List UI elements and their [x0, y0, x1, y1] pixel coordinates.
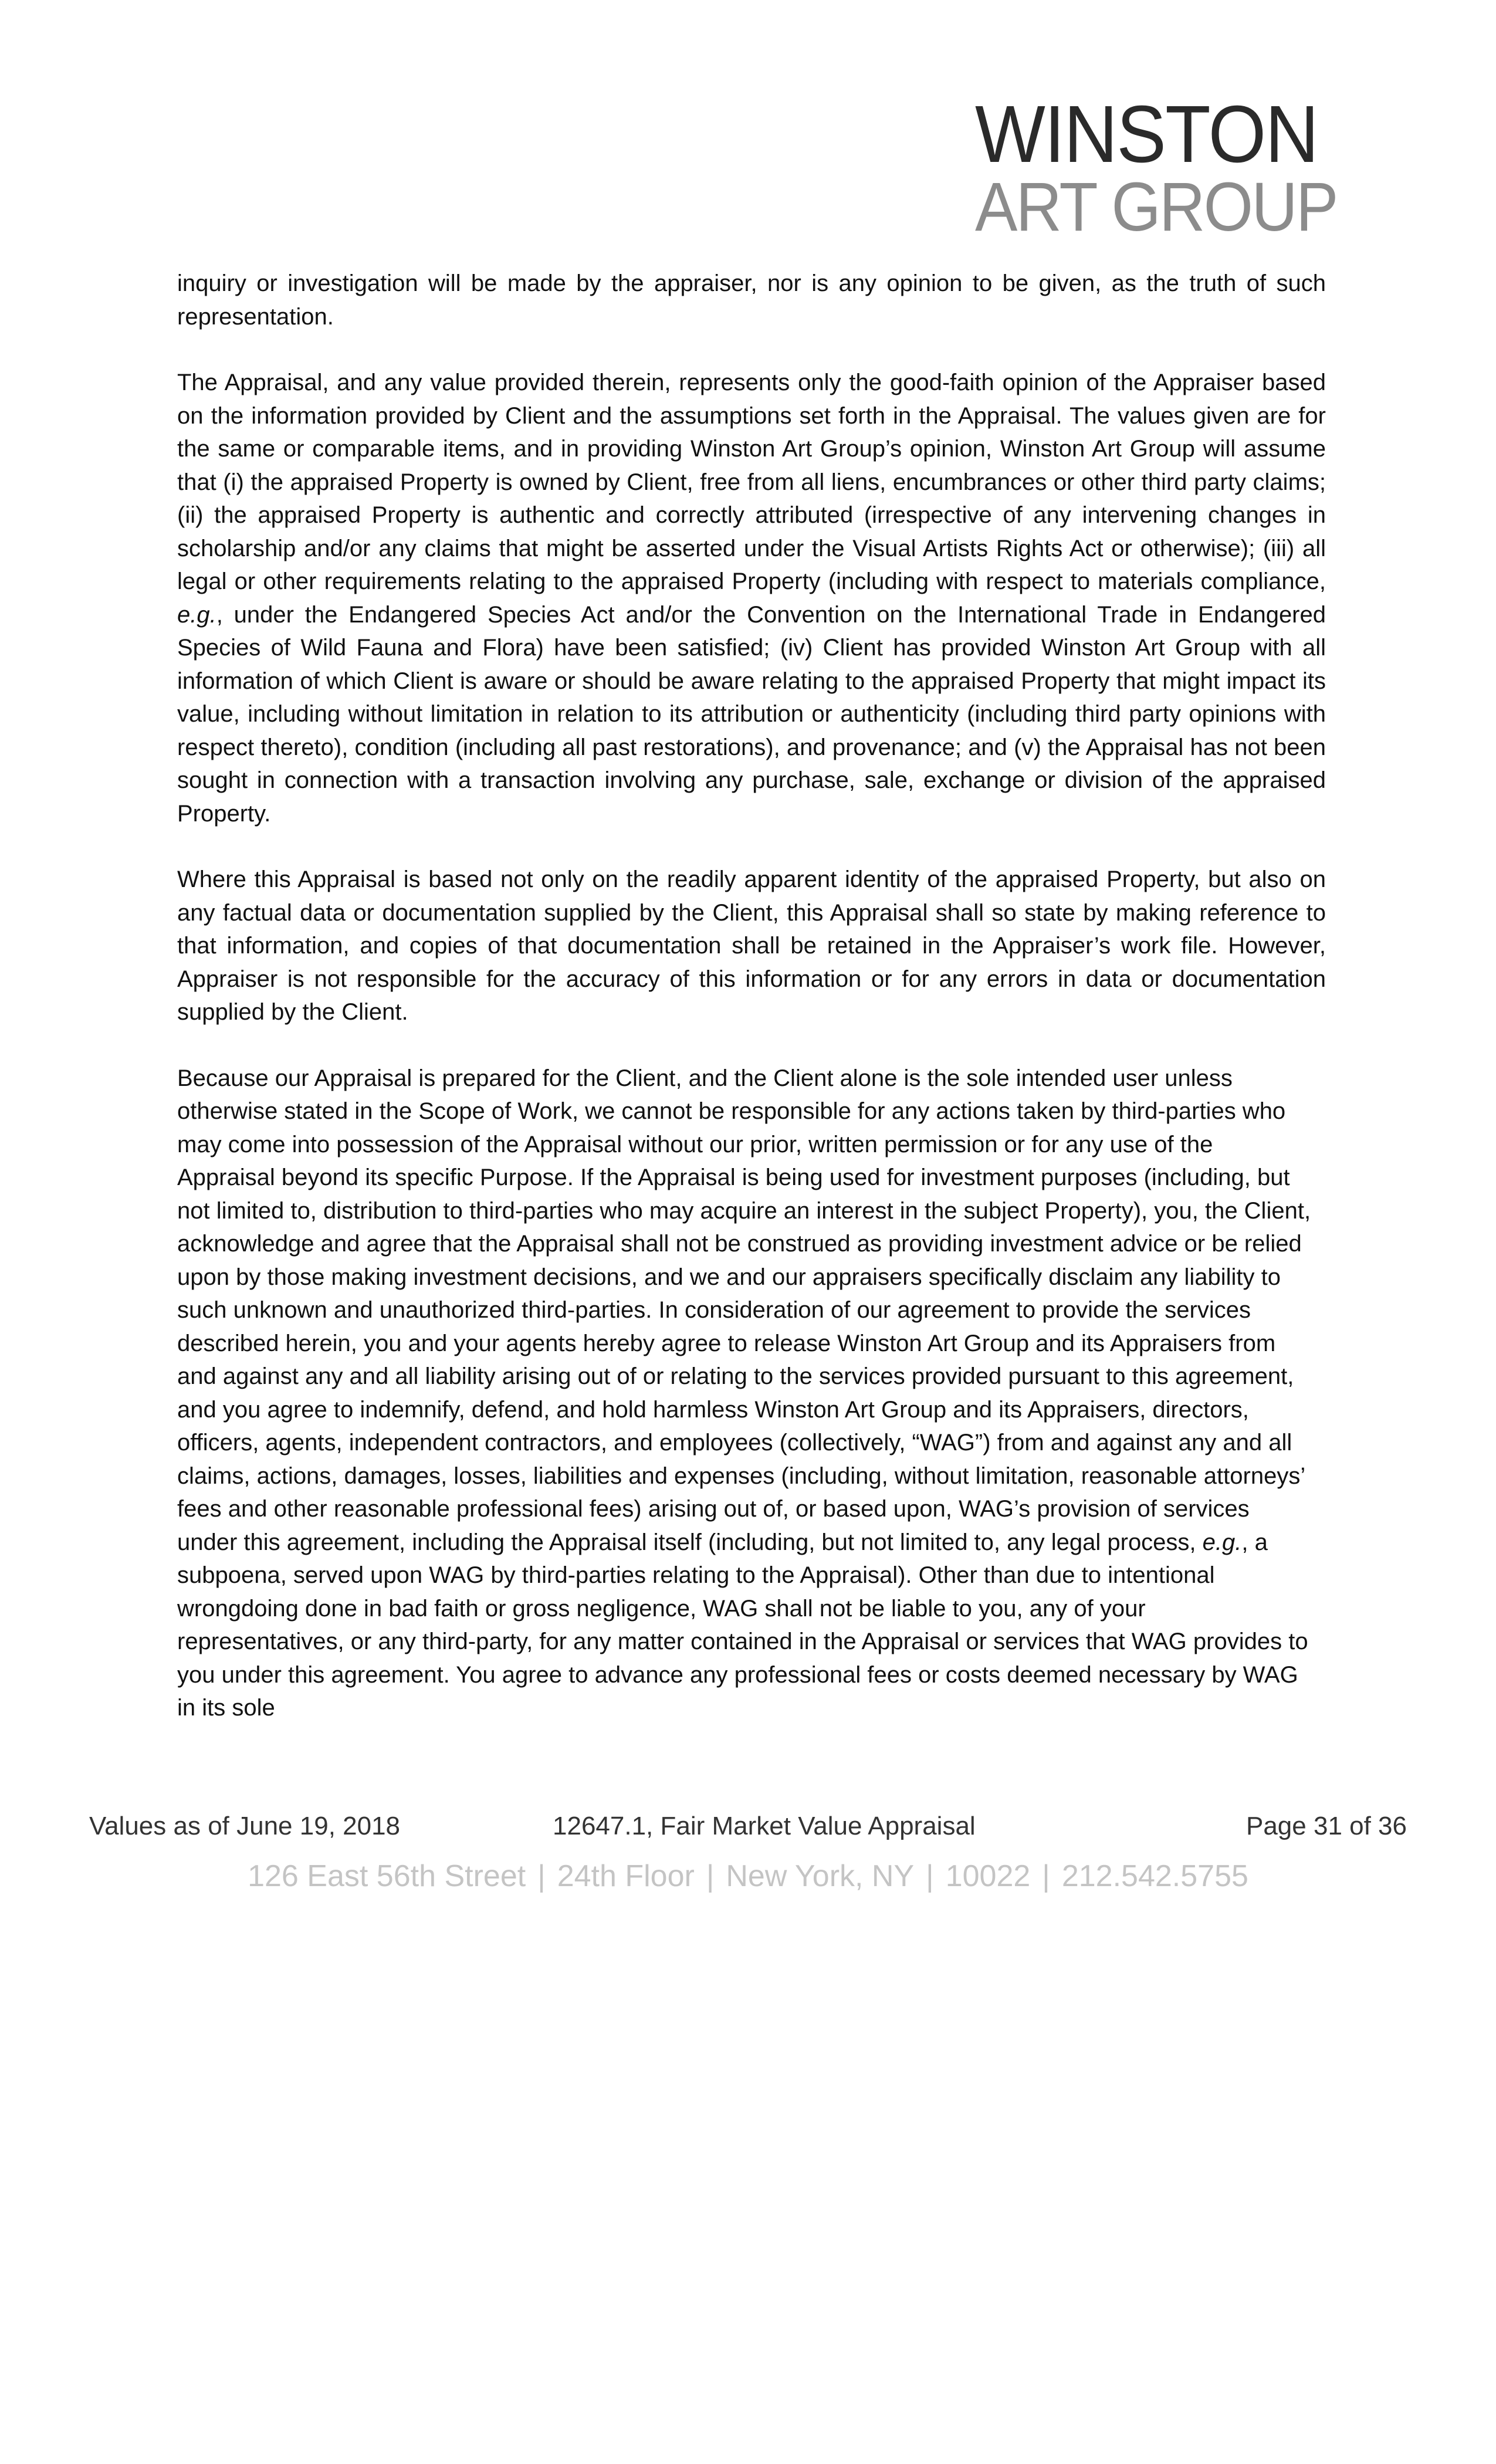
paragraph-factual-data: Where this Appraisal is based not only on the readily apparent identity of the appraised Property, but also on any factual data or documentation supplied by the Client, this Appraisal shall so state by making reference to that information, and copies of that documentation shall be retained in the Appraiser’s work file. However, Appraiser is not responsible for the accuracy of this information or for any errors in data or documentation supplied by the Client.: [177, 867, 1326, 1025]
paragraph-representation: inquiry or investigation will be made by the appraiser, nor is any opinion to be given, as the truth of such representation.: [177, 270, 1326, 330]
address-zip: 10022: [945, 1859, 1031, 1893]
report-title: 12647.1, Fair Market Value Appraisal: [553, 1812, 976, 1840]
paragraph-text: The Appraisal, and any value provided therein, represents only the good-faith opinion of the Appraiser based on the information provided by Client and the assumptions set forth in the Appraisal. The values given are for the same or comparable items, and in providing Winston Art Group’s opinion, Winston Art Group will assume that (i) the appraised Property is owned by Client, free from all liens, encumbrances or other third party claims; (ii) the appraised Property is authentic and correctly attributed (irrespective of any intervening changes in scholarship and/or any claims that might be asserted under the Visual Artists Rights Act or otherwise); (iii) all legal or other requirements relating to the appraised Property (including with respect to materials compliance,: [177, 370, 1326, 594]
address-separator: |: [706, 1859, 715, 1893]
paragraph-indemnification: [177, 1062, 1315, 1725]
address-street: 126 East 56th Street: [248, 1859, 526, 1893]
paragraph-text: , under the Endangered Species Act and/or the Convention on the International Trade in Endangered Species of Wild Fauna and Flora) have been satisfied; (iv) Client has provided Winston Art Group with all information of which Client is aware or should be aware relating to the appraised Property that might impact its value, including without limitation in relation to its attribution or authenticity (including third party opinions with respect thereto), condition (including all past restorations), and provenance; and (v) the Appraisal has not been sought in connection with a transaction involving any purchase, sale, exchange or division of the appraised Property.: [177, 601, 1326, 827]
page-number: Page 31 of 36: [1245, 1812, 1407, 1840]
address-phone: 212.542.5755: [1061, 1859, 1248, 1893]
document-body: [177, 267, 1326, 1725]
logo-wordmark-art-group: ART GROUP: [974, 168, 1337, 246]
paragraph-text: Because our Appraisal is prepared for the Client, and the Client alone is the sole intended user unless otherwise stated in the Scope of Work, we cannot be responsible for any actions taken by third-parties who may come into possession of the Appraisal without our prior, written permission or for any use of the Appraisal beyond its specific Purpose. If the Appraisal is being used for investment purposes (including, but not limited to, distribution to third-parties who may acquire an interest in the subject Property), you, the Client, acknowledge and agree that the Appraisal shall not be construed as providing investment advice or be relied upon by those making investment decisions, and we and our appraisers specifically disclaim any liability to such unknown and unauthorized third-parties. In consideration of our agreement to provide the services described herein, you and your agents hereby agree to release Winston Art Group and its Appraisers from and against any and all liability arising out of or relating to the services provided pursuant to this agreement, and you agree to indemnify, defend, and hold harmless Winston Art Group and its Appraisers, directors, officers, agents, independent contractors, and employees (collectively, “WAG”) from and against any and all claims, actions, damages, losses, liabilities and expenses (including, without limitation, reasonable attorneys’ fees and other reasonable professional fees) arising out of, or based upon, WAG’s provision of services under this agreement, including the Appraisal itself (including, but not limited to, any legal process,: [177, 1065, 1311, 1555]
address-separator: |: [1042, 1859, 1050, 1893]
address-city: New York, NY: [726, 1859, 915, 1893]
company-address: [0, 1859, 1496, 1894]
paragraph-good-faith-opinion: [177, 366, 1326, 830]
address-separator: |: [926, 1859, 934, 1893]
paragraph-text: , a subpoena, served upon WAG by third-parties relating to the Appraisal). Other than due to intentional wrongdoing done in bad faith or gross negligence, WAG shall not be liable to you, any of your representatives, or any third-party, for any matter contained in the Appraisal or services that WAG provides to you under this agreement. You agree to advance any professional fees or costs deemed necessary by WAG in its sole: [177, 1529, 1308, 1721]
page-footer: [89, 1812, 1407, 1847]
values-date: Values as of June 19, 2018: [89, 1812, 401, 1840]
logo-wordmark-winston: WINSTON: [974, 89, 1318, 180]
address-floor: 24th Floor: [557, 1859, 695, 1893]
emphasis-eg: e.g.: [1202, 1529, 1242, 1555]
emphasis-eg: e.g.: [177, 601, 216, 628]
address-separator: |: [537, 1859, 546, 1893]
winston-art-group-logo: [974, 89, 1368, 246]
